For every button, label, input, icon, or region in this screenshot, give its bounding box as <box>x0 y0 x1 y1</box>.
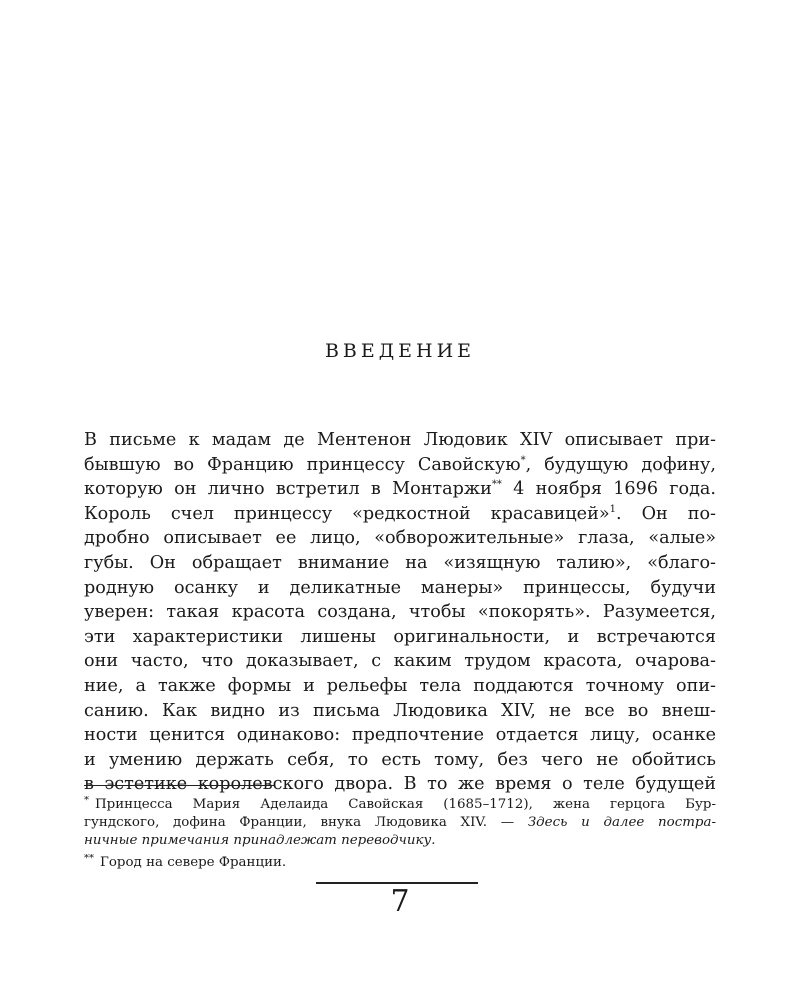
footnote-line: ** Город на севере Франции. <box>84 854 287 870</box>
text-line: губы. Он обращает внимание на «изящную талию», «благо- <box>84 552 716 573</box>
page-number: 7 <box>390 884 410 919</box>
endnote-ref: 1 <box>609 503 616 515</box>
footnote-line: * Принцесса Мария Аделаида Савойская (1685–1712), жена герцога Бур- <box>84 796 716 812</box>
text-line: санию. Как видно из письма Людовика XIV, не все во внеш- <box>84 700 716 721</box>
footnote-ref: ** <box>491 479 502 491</box>
text-line: они часто, что доказывает, с каким трудом красота, очарова- <box>84 651 716 672</box>
footnote-1 <box>84 796 716 850</box>
text-line: бывшую во Францию принцессу Савойскую*, будущую дофину, <box>84 454 716 475</box>
footnotes <box>84 796 716 876</box>
text-line: и умению держать себя, то есть тому, без чего не обойтись <box>84 749 716 770</box>
chapter-heading: ВВЕДЕНИЕ <box>324 340 476 362</box>
text-line: в эстетике королевского двора. В то же время о теле будущей <box>84 774 716 795</box>
footnote-line: ничные примечания принадлежат переводчику. <box>84 833 436 848</box>
text-line: родную осанку и деликатные манеры» принцессы, будучи <box>84 577 716 598</box>
footnote-ref: * <box>520 454 526 466</box>
text-line: которую он лично встретил в Монтаржи** 4 ноября 1696 года. <box>84 479 716 500</box>
text-line: Король счел принцессу «редкостной красавицей»$^1$. Он по- <box>84 503 716 524</box>
text-line: дробно описывает ее лицо, «обворожительные» глаза, «алые» <box>84 528 716 549</box>
footnote-mark: ** <box>84 854 94 864</box>
footnote-2 <box>84 854 716 872</box>
footnote-divider <box>84 785 274 786</box>
footnote-line: гундского, дофина Франции, внука Людовика XIV. — Здесь и далее постра- <box>84 815 716 830</box>
text-line: эти характеристики лишены оригинальности, и встречаются <box>84 626 716 647</box>
body-text <box>84 428 716 797</box>
text-line: ности ценится одинаково: предпочтение отдается лицу, осанке <box>84 725 716 746</box>
text-line: ние, а также формы и рельефы тела поддаются точному опи- <box>84 675 716 696</box>
footnote-mark: * <box>84 796 89 806</box>
text-line: уверен: такая красота создана, чтобы «покорять». Разумеется, <box>84 602 716 623</box>
text-line: В письме к мадам де Ментенон Людовик XIV описывает при- <box>84 430 716 450</box>
